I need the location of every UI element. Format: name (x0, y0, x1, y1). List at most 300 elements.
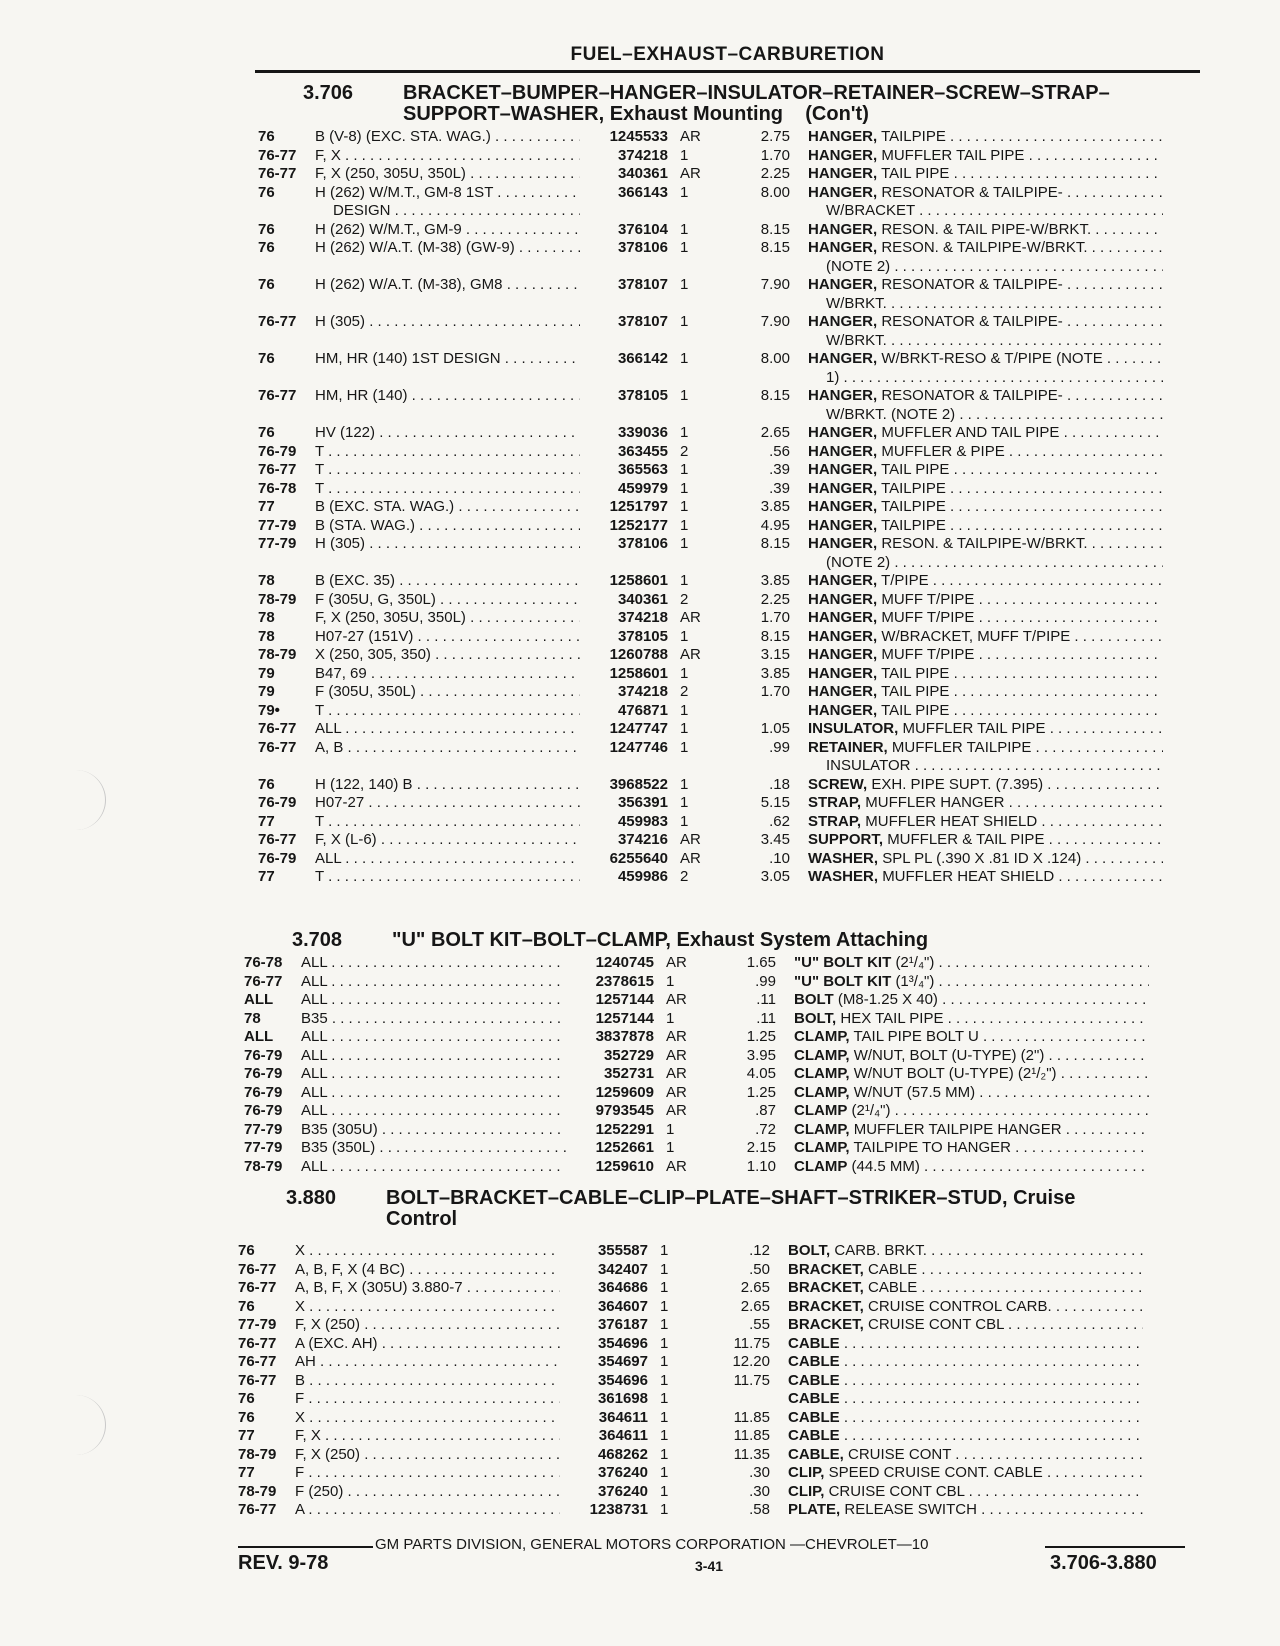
model-year: 76 (258, 220, 275, 238)
quantity: AR (680, 849, 701, 867)
revision-label: REV. 9-78 (238, 1552, 329, 1574)
model-year: 76-77 (238, 1371, 277, 1389)
model-description: H (305) . . . (315, 535, 580, 554)
part-name: CABLE (788, 1390, 840, 1407)
part-description (788, 1242, 1143, 1261)
model-description: X . . . (295, 1409, 560, 1428)
part-number: 1240745 (595, 954, 654, 971)
part-description (808, 813, 1163, 832)
model-year: 77-79 (244, 1120, 283, 1138)
part-name: CLAMP, (794, 1083, 850, 1101)
part-name: HANGER, (808, 498, 878, 515)
part-detail: W/BRACKET, MUFF T/PIPE (881, 627, 1071, 645)
part-name: CABLE (788, 1427, 840, 1444)
part-detail: MUFF T/PIPE (881, 646, 975, 663)
footer-rule-left (238, 1546, 373, 1548)
quantity: 1 (680, 738, 689, 756)
part-number: 354696 (597, 1334, 648, 1352)
part-number: 1247746 (609, 738, 668, 756)
part-detail: (2¹/₄") (895, 954, 935, 971)
part-description-continued: INSULATOR . . . (826, 757, 1163, 776)
part-description (794, 954, 1149, 973)
part-name: HANGER, (808, 313, 878, 330)
model-description: B (EXC. 35) . . . (315, 572, 580, 591)
model-description: F (305U, 350L) . . . (315, 683, 580, 702)
part-name: HANGER, (808, 516, 878, 534)
model-year: 79• (258, 701, 280, 719)
model-year: 76-77 (258, 387, 297, 404)
model-year: 76 (238, 1408, 255, 1426)
part-description (808, 184, 1163, 203)
price: 2.65 (740, 1297, 770, 1315)
model-year: 76-77 (258, 831, 297, 848)
price: 8.00 (760, 183, 790, 201)
parts-table (244, 954, 1199, 1176)
part-name: CLIP, (788, 1482, 825, 1500)
model-year: 77-79 (258, 535, 297, 552)
part-number: 339036 (617, 424, 668, 441)
part-name: HANGER, (808, 350, 878, 367)
quantity: 1 (680, 350, 689, 367)
model-year: 76 (238, 1297, 255, 1315)
quantity: 1 (680, 701, 689, 719)
part-number: 376240 (597, 1464, 648, 1481)
model-year: 76-79 (244, 1102, 283, 1119)
model-year: 76-77 (258, 313, 297, 330)
part-name: HANGER, (808, 442, 878, 460)
model-year: 76 (258, 239, 275, 256)
part-detail: MUFF T/PIPE (881, 609, 975, 626)
footer-rule-right (1045, 1546, 1185, 1548)
model-year: 76 (258, 183, 275, 201)
quantity: 1 (680, 313, 689, 330)
price: 3.85 (760, 664, 790, 682)
part-name: WASHER, (808, 868, 879, 885)
price: 11.75 (733, 1334, 770, 1352)
model-description: H (262) W/M.T., GM-8 1ST . . . (315, 184, 580, 203)
part-number: 376187 (597, 1316, 648, 1333)
binder-hole-mark (65, 770, 106, 830)
price: .39 (769, 461, 790, 478)
part-detail: TAIL PIPE BOLT U (853, 1028, 979, 1045)
part-number: 365563 (617, 461, 668, 478)
part-name: PLATE, (788, 1501, 841, 1518)
table-row (238, 1464, 1193, 1483)
part-description (788, 1390, 1143, 1409)
section-3-706 (258, 83, 1203, 887)
part-description (794, 1028, 1149, 1047)
model-description: ALL . . . (315, 720, 580, 739)
price: 1.25 (746, 1083, 776, 1101)
model-description: B35 (305U) . . . (301, 1121, 566, 1140)
part-description-continued: W/BRKT. . . . (826, 332, 1163, 351)
part-number: 376104 (617, 220, 668, 238)
model-year: 77-79 (238, 1316, 277, 1333)
price: 11.85 (733, 1408, 770, 1426)
price: .11 (756, 1009, 776, 1027)
part-name: HANGER, (808, 646, 878, 663)
quantity: 1 (660, 1316, 669, 1333)
table-row (258, 776, 1203, 795)
part-number: 2378615 (595, 972, 654, 990)
part-number: 366142 (617, 350, 668, 367)
model-description: H (305) . . . (315, 313, 580, 332)
model-description: A, B . . . (315, 739, 580, 758)
quantity: 2 (680, 590, 689, 608)
part-detail: TAILPIPE (881, 516, 946, 534)
table-row (258, 147, 1203, 166)
part-description (808, 720, 1163, 739)
model-year: 76-77 (258, 146, 297, 164)
table-row (238, 1372, 1193, 1391)
part-name: HANGER, (808, 683, 878, 700)
table-row (258, 609, 1203, 628)
table-row (258, 739, 1203, 776)
part-description (788, 1427, 1143, 1446)
model-description: H07-27 . . . (315, 794, 580, 813)
model-description: B35 (350L) . . . (301, 1139, 566, 1158)
model-year: 78 (258, 609, 275, 626)
part-detail: MUFFLER HANGER (865, 794, 1005, 811)
table-row (258, 517, 1203, 536)
section-3-708 (244, 930, 1199, 1176)
model-description: F, X (250, 305U, 350L) . . . (315, 165, 580, 184)
model-year: 76-78 (244, 954, 283, 971)
part-name: CLAMP, (794, 1065, 850, 1082)
table-row (238, 1446, 1193, 1465)
model-description: A (EXC. AH) . . . (295, 1335, 560, 1354)
part-description (808, 794, 1163, 813)
part-name: HANGER, (808, 479, 878, 497)
table-row (258, 831, 1203, 850)
model-description: F, X (250) . . . (295, 1316, 560, 1335)
quantity: 1 (680, 146, 689, 164)
part-name: BOLT, (794, 1009, 837, 1027)
part-number: 354696 (597, 1371, 648, 1389)
model-description: ALL . . . (301, 954, 566, 973)
table-row (238, 1501, 1193, 1520)
model-year: 77-79 (244, 1139, 283, 1156)
part-description (808, 609, 1163, 628)
model-description: H (262) W/A.T. (M-38) (GW-9) . . . (315, 239, 580, 258)
part-name: CLAMP, (794, 1028, 850, 1045)
page-header: FUEL–EXHAUST–CARBURETION (570, 44, 885, 65)
model-year: 78-79 (244, 1157, 283, 1175)
model-description: H (122, 140) B . . . (315, 776, 580, 795)
part-number: 1252291 (595, 1120, 654, 1138)
part-detail: RELEASE SWITCH (844, 1501, 977, 1518)
price: .12 (749, 1242, 770, 1259)
model-year: 78 (244, 1009, 261, 1027)
price: 1.70 (760, 146, 790, 164)
part-detail: TAIL PIPE (881, 701, 950, 719)
part-number: 378105 (617, 387, 668, 404)
model-year: 78-79 (238, 1482, 277, 1500)
part-description (794, 1047, 1149, 1066)
quantity: 1 (680, 479, 689, 497)
part-number: 1251797 (609, 498, 668, 515)
part-description (808, 850, 1163, 869)
part-detail: MUFFLER TAIL PIPE (902, 720, 1046, 737)
part-description (808, 498, 1163, 517)
model-year: 76-77 (258, 738, 297, 756)
table-row (244, 991, 1199, 1010)
table-row (258, 868, 1203, 887)
footer-division: GM PARTS DIVISION, GENERAL MOTORS CORPORATION —CHEVROLET—10 (375, 1536, 929, 1553)
model-year: ALL (244, 1028, 274, 1045)
part-description (808, 572, 1163, 591)
table-row (258, 480, 1203, 499)
part-description (788, 1483, 1143, 1502)
part-detail: CRUISE CONT CBL (868, 1316, 1004, 1333)
price: 4.95 (760, 516, 790, 534)
model-year: 76-77 (258, 720, 297, 737)
model-description: HM, HR (140) . . . (315, 387, 580, 406)
model-description: X . . . (295, 1242, 560, 1261)
part-number: 340361 (617, 165, 668, 182)
part-detail: CABLE (868, 1279, 918, 1296)
part-description (808, 702, 1163, 721)
price: 5.15 (760, 794, 790, 811)
model-description: F, X (L-6) . . . (315, 831, 580, 850)
table-row (258, 498, 1203, 517)
quantity: 1 (680, 424, 689, 441)
price: .62 (769, 812, 790, 830)
model-year: 76 (258, 276, 275, 293)
part-detail: TAIL PIPE (881, 664, 950, 682)
quantity: 1 (660, 1260, 669, 1278)
price: .50 (749, 1260, 770, 1278)
part-description (808, 165, 1163, 184)
table-row (244, 973, 1199, 992)
part-number: 378106 (617, 239, 668, 256)
part-description-continued: 1) . . . (826, 369, 1163, 388)
quantity: 1 (680, 516, 689, 534)
part-name: RETAINER, (808, 738, 888, 756)
part-detail: (1³/₄") (895, 972, 935, 990)
part-number: 374218 (617, 609, 668, 626)
model-year: 77 (258, 812, 275, 830)
quantity: 1 (680, 627, 689, 645)
price: 2.15 (746, 1139, 776, 1156)
price: .99 (755, 972, 776, 990)
model-description: H (262) W/M.T., GM-9 . . . (315, 221, 580, 240)
part-description-continued: W/BRKT. (NOTE 2) . . . (826, 406, 1163, 425)
model-year: 76 (238, 1242, 255, 1259)
part-name: CLAMP (794, 1157, 848, 1175)
model-year: 76-78 (258, 479, 297, 497)
model-description: B47, 69 . . . (315, 665, 580, 684)
part-detail: (44.5 MM) (851, 1157, 920, 1175)
model-year: 76-79 (258, 442, 297, 460)
part-detail: CARB. BRKT. (834, 1242, 927, 1259)
quantity: 1 (666, 1139, 675, 1156)
part-detail: MUFFLER HEAT SHIELD (882, 868, 1055, 885)
quantity: AR (666, 1157, 687, 1175)
part-number: 361698 (597, 1390, 648, 1407)
part-description (788, 1316, 1143, 1335)
table-row (238, 1242, 1193, 1261)
part-detail: RESON. & TAILPIPE-W/BRKT. (881, 535, 1088, 552)
model-description-continued: DESIGN . . . (333, 202, 580, 221)
part-detail: RESONATOR & TAILPIPE- (881, 387, 1063, 404)
table-row (258, 239, 1203, 276)
part-name: HANGER, (808, 664, 878, 682)
part-detail: SPEED CRUISE CONT. CABLE (828, 1464, 1043, 1481)
model-description: ALL . . . (301, 991, 566, 1010)
part-number: 459983 (617, 812, 668, 830)
model-description: F, X . . . (315, 147, 580, 166)
table-row (244, 1102, 1199, 1121)
part-number: 364686 (597, 1279, 648, 1296)
model-description: A, B, F, X (305U) 3.880-7 . . . (295, 1279, 560, 1298)
part-description (808, 480, 1163, 499)
table-row (238, 1483, 1193, 1502)
model-year: 77-79 (258, 516, 297, 534)
model-year: 76-79 (258, 849, 297, 867)
model-year: 76-77 (238, 1334, 277, 1352)
quantity: 1 (680, 812, 689, 830)
part-name: CABLE, (788, 1445, 844, 1463)
part-name: HANGER, (808, 165, 878, 182)
part-description (788, 1298, 1143, 1317)
part-name: STRAP, (808, 794, 862, 811)
quantity: 1 (660, 1427, 669, 1444)
table-row (244, 1158, 1199, 1177)
part-description-continued: W/BRACKET . . . (826, 202, 1163, 221)
part-description (808, 683, 1163, 702)
quantity: 1 (666, 1009, 675, 1027)
quantity: 1 (660, 1482, 669, 1500)
section-number: 3.708 (292, 929, 343, 951)
quantity: 1 (660, 1297, 669, 1315)
model-description: ALL . . . (301, 1102, 566, 1121)
part-detail: MUFFLER TAILPIPE HANGER (853, 1120, 1062, 1138)
price: 2.65 (760, 424, 790, 441)
part-detail: TAILPIPE (881, 128, 946, 145)
page-number: 3-41 (695, 1558, 724, 1574)
part-description (788, 1353, 1143, 1372)
quantity: 1 (680, 664, 689, 682)
model-year: 76-77 (238, 1260, 277, 1278)
part-name: WASHER, (808, 849, 879, 867)
quantity: 1 (680, 183, 689, 201)
table-row (238, 1279, 1193, 1298)
part-name: "U" BOLT KIT (794, 972, 892, 990)
part-detail: (2¹/₄") (851, 1102, 891, 1119)
part-name: CABLE (788, 1334, 840, 1352)
part-number: 1238731 (589, 1501, 648, 1518)
model-description: T . . . (315, 868, 580, 887)
price: .55 (749, 1316, 770, 1333)
price: .72 (755, 1120, 776, 1138)
part-name: HANGER, (808, 424, 878, 441)
part-detail: RESONATOR & TAILPIPE- (881, 313, 1063, 330)
model-year: 77 (258, 868, 275, 885)
part-number: 364607 (597, 1297, 648, 1315)
part-description (808, 628, 1163, 647)
price: 3.95 (746, 1046, 776, 1064)
part-name: HANGER, (808, 627, 878, 645)
model-description: F, X (250) . . . (295, 1446, 560, 1465)
table-row (258, 813, 1203, 832)
table-row (238, 1409, 1193, 1428)
price: 7.90 (760, 276, 790, 293)
section-heading: BRACKET–BUMPER–HANGER–INSULATOR–RETAINER–SCREW–STRAP– (403, 82, 1110, 104)
table-row (258, 165, 1203, 184)
part-description (794, 973, 1149, 992)
price: .87 (755, 1102, 776, 1119)
table-row (238, 1298, 1193, 1317)
model-description: T . . . (315, 443, 580, 462)
part-detail: TAIL PIPE (881, 461, 950, 478)
quantity: 1 (660, 1334, 669, 1352)
part-name: HANGER, (808, 183, 878, 201)
model-description: HM, HR (140) 1ST DESIGN . . . (315, 350, 580, 369)
price: .99 (769, 738, 790, 756)
parts-table (258, 128, 1203, 887)
part-detail: TAILPIPE TO HANGER (853, 1139, 1012, 1156)
part-detail: CRUISE CONT (848, 1445, 952, 1463)
part-name: HANGER, (808, 146, 878, 164)
part-name: STRAP, (808, 812, 862, 830)
model-year: 76 (258, 775, 275, 793)
quantity: 1 (680, 572, 689, 589)
section-title (286, 1188, 1186, 1230)
model-year: 76-77 (258, 461, 297, 478)
part-name: BRACKET, (788, 1260, 864, 1278)
price: .10 (769, 849, 790, 867)
quantity: 1 (680, 276, 689, 293)
part-number: 374218 (617, 146, 668, 164)
quantity: AR (666, 1083, 687, 1101)
model-description: B35 . . . (301, 1010, 566, 1029)
model-description: F . . . (295, 1464, 560, 1483)
model-year: 76 (258, 128, 275, 145)
part-number: 6255640 (609, 849, 668, 867)
part-number: 9793545 (595, 1102, 654, 1119)
table-row (238, 1261, 1193, 1280)
section-3-880 (238, 1188, 1193, 1520)
model-description: AH . . . (295, 1353, 560, 1372)
quantity: 1 (660, 1279, 669, 1296)
part-number: 1258601 (609, 664, 668, 682)
part-name: HANGER, (808, 572, 878, 589)
model-description: F, X . . . (295, 1427, 560, 1446)
part-description (794, 1010, 1149, 1029)
quantity: 1 (666, 1120, 675, 1138)
part-description (808, 461, 1163, 480)
part-detail: CRUISE CONTROL CARB. (868, 1297, 1052, 1315)
part-number: 1245533 (609, 128, 668, 145)
section-heading-2: SUPPORT–WASHER, Exhaust Mounting (403, 103, 784, 125)
price: 1.05 (760, 720, 790, 737)
price: 1.70 (760, 683, 790, 700)
price: 8.15 (760, 387, 790, 404)
table-row (244, 1084, 1199, 1103)
part-number: 352729 (603, 1046, 654, 1064)
part-name: HANGER, (808, 220, 878, 238)
part-description (808, 313, 1163, 332)
part-description (808, 387, 1163, 406)
quantity: AR (666, 1102, 687, 1119)
table-row (258, 535, 1203, 572)
part-name: SCREW, (808, 775, 868, 793)
part-description (808, 517, 1163, 536)
part-number: 1259610 (595, 1157, 654, 1175)
part-description (788, 1501, 1143, 1520)
model-description: A, B, F, X (4 BC) . . . (295, 1261, 560, 1280)
